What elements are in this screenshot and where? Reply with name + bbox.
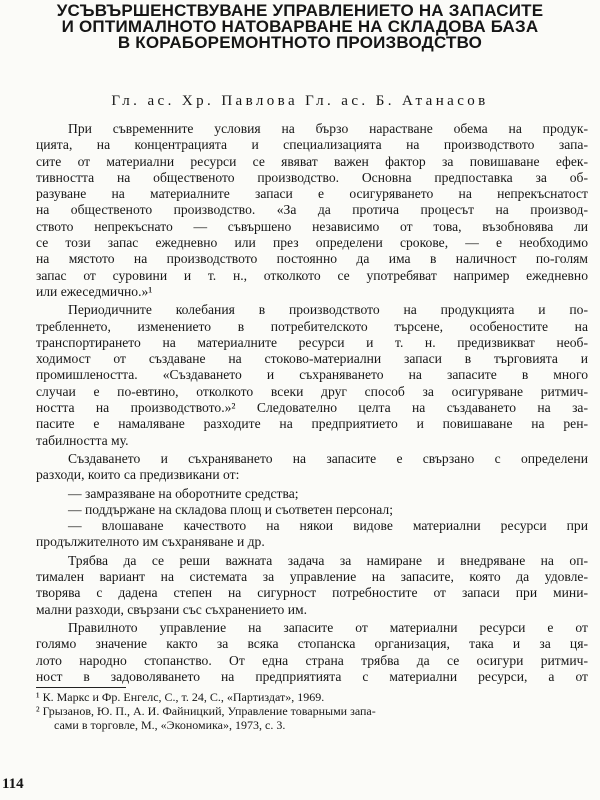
paragraph-4	[36, 553, 588, 618]
list-item: — поддържане на складова площ и съответен персонал;	[68, 501, 393, 517]
footnote-separator	[36, 687, 126, 688]
paragraph-5	[36, 620, 588, 685]
article-title	[6, 3, 594, 51]
text-line: тимален вариант на системата за управление на запасите, която да удовле-	[36, 569, 588, 585]
text-line: ходимост от създаване на стоково-материални запаси в търговията и	[36, 351, 588, 367]
text-line: ството непрекъснато — съвършено независимо от това, възобновява ли	[36, 218, 588, 234]
text-line: запас от суровини и т. н., отколкото се употребяват например ежедневно	[36, 267, 588, 283]
title-line: УСЪВЪРШЕНСТВУВАНЕ УПРАВЛЕНИЕТО НА ЗАПАСИТЕ	[56, 1, 544, 20]
text-line: цията, на концентрацията и специализацията на производството запа-	[36, 137, 588, 153]
text-line: табилността му.	[36, 432, 129, 448]
text-line: тивността на общественото производство. Основна предпоставка за об-	[36, 169, 588, 185]
text-line: лото народно стопанство. От една страна трябва да се осигури ритмич-	[36, 652, 588, 668]
text-line: голямо значение както за всяка стопанска организация, така и за ця-	[36, 636, 588, 652]
text-line: При съвременните условия на бързо нарастване обема на продук-	[68, 121, 588, 136]
text-line: промишлеността. «Създаването и съхраняването на запасите в много	[36, 367, 588, 383]
title-line: И ОПТИМАЛНОТО НАТОВАРВАНЕ НА СКЛАДОВА БАЗА	[61, 17, 539, 36]
article-body	[36, 121, 588, 687]
footnote-2-continued: сами в торговле, М., «Экономика», 1973, с. 3.	[54, 718, 286, 732]
text-line: мални разходи, свързани със съхранението им.	[36, 601, 308, 617]
text-line: се този запас ежедневно или през определени срокове, — е необходимо	[36, 235, 588, 251]
cost-list	[36, 486, 588, 519]
page-number: 114	[2, 776, 24, 792]
footnote-1: ¹ К. Маркс и Фр. Енгелс, С., т. 24, С., «Партиздат», 1969.	[36, 690, 325, 704]
text-line: транспортирането на материалните ресурси и т. н. предизвикват необ-	[36, 334, 588, 350]
paragraph-3	[36, 451, 588, 484]
text-line: на общественото производство. «За да протича процесът на производ-	[36, 202, 588, 218]
text-line: разуване на материалните запаси е осигуряването на непрекъснатост	[36, 186, 588, 202]
paragraph-1	[36, 121, 588, 300]
text-line: на мястото на производството постоянно да има в наличност по-голям	[36, 251, 588, 267]
text-line: требленнето, изменението в потребителското търсене, особеностите на	[36, 318, 588, 334]
text-line: Правилното управление на запасите от материални ресурси е от	[68, 619, 588, 635]
text-line: Създаването и съхраняването на запасите е свързано с определени	[68, 450, 588, 466]
text-line: случаи е по-евтино, отколкото всеки друг способ за осигуряване ритмич-	[36, 383, 588, 399]
text-line: разходи, които са предизвикани от:	[36, 467, 240, 483]
text-line: сите от материални ресурси се явяват важен фактор за повишаване ефек-	[36, 153, 588, 169]
list-item-multiline	[36, 518, 588, 551]
paragraph-2	[36, 302, 588, 449]
footnote-2: ² Грызанов, Ю. П., А. И. Файницкий, Управление товарными запа-	[36, 704, 376, 718]
text-line: Периодичните колебания в производството на продукцията и по-	[68, 302, 588, 318]
text-line: ност в задоволяването на предприятията с материални ресурси, а от	[36, 668, 588, 684]
footnotes	[36, 690, 588, 732]
text-line: ността на производството.»² Следователно целта на създаването на за-	[36, 400, 588, 416]
authors-line: Гл. ас. Хр. Павлова Гл. ас. Б. Атанасов	[111, 93, 489, 109]
text-line: или ежеседмично.»¹	[36, 283, 153, 299]
list-item: — замразяване на оборотните средства;	[68, 485, 299, 501]
text-line: творява с дадена степен на сигурност потребностите от запаси при мини-	[36, 585, 588, 601]
text-line: Трябва да се реши важната задача за намиране и внедряване на оп-	[68, 552, 588, 568]
text-line: — влошаване качеството на някои видове материални ресурси при	[68, 518, 588, 534]
text-line: продължителното им съхраняване и др.	[36, 534, 265, 550]
text-line: пасите е намаляване разходите на предприятието и повишаване на рен-	[36, 416, 588, 432]
title-line: В КОРАБОРЕМОНТНОТО ПРОИЗВОДСТВО	[117, 33, 483, 52]
